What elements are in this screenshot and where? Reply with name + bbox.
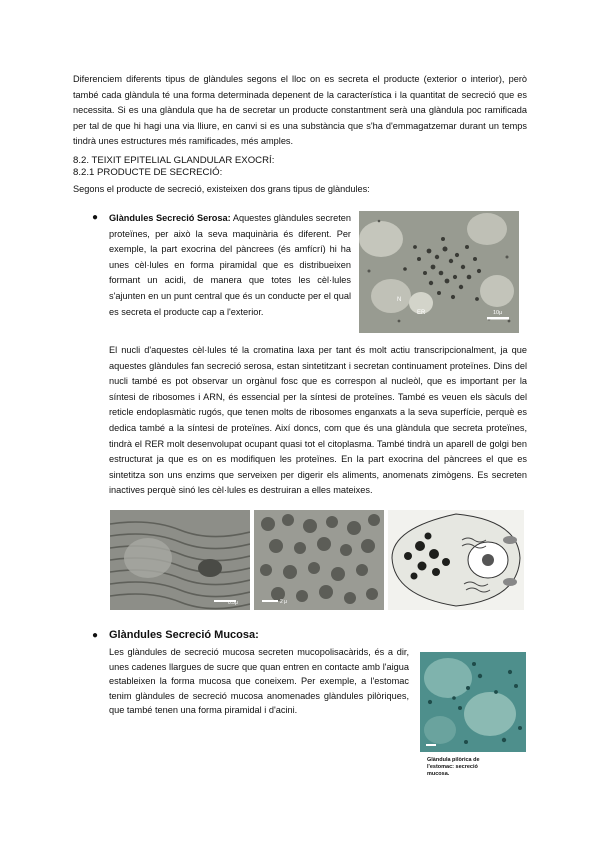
micro-scale-label: 10μ — [493, 310, 503, 316]
bullet-mucosa: ● — [92, 630, 99, 641]
serosa-title: Glàndules Secreció Serosa: — [109, 213, 231, 223]
intro-paragraph: Diferenciem diferents tipus de glàndules segons el lloc on es secreta el producte (exterior o interior), però també cada glàndula té una forma determinada depenent de la característica i la quantitat de secreció que es necessita. Si es una glàndula que ha de secretar un producte constantment serà una glàndula poc ramificada per tal de que hi hagi una via lliure, en canvi si es una substància que s'ha d'emmagatzemar durant un temps tindrà unes estructures més ramificades, més amples. — [73, 74, 527, 147]
mucosa-paragraph: Les glàndules de secreció mucosa secreten mucopolisacàrids, és a dir, unes cadenes llargues de sucre que quan entren en contacte amb l'aigua estableixen la forma mucosa que coneixem. Per exemple, a l'estomac tenim glàndules de secreció mucosa anomenades glàndules pilòriques, que també tenen una forma piramidal i d'acini. — [109, 647, 409, 716]
micrograph-granules — [254, 510, 384, 610]
bullet-serosa: ● — [92, 212, 99, 223]
serosa-paragraph: El nucli d'aquestes cèl·lules té la cromatina laxa per tant és molt actiu transcripcionalment, ja que aquestes glàndules fan secreció serosa, estan sintetitzant i secretan continuament proteïnes. Dins del nucli també es pot observar un orgànul fosc que es correspon al nucleòl, que es important per la síntesi de ribosomes i ARN, és essencial per la síntesi de proteïnes. També es veuen els sàculs del reticle endoplasmàtic rugós, que tenen molts de ribosomes enganxats a la seva superfície, perquè es dedica també a la síntesi de proteïnes. Així doncs, com que és una glàndula que secreta proteïnes, tindrà el RER molt desenvolupat ocupant quasi tot el citoplasma. També tindrà un aparell de golgi ben estructurat ja que es on es modifiquen les proteïnes. En la part exocrina del pàncrees el que es sintetitza son uns enzims que serveixen per digerir els aliments, anomenats zimògens. Es secreten inactives perquè sinó les cèl·lules es destruiran a elles mateixes. — [109, 345, 527, 496]
strip-scale-label-2: 2 μ — [280, 599, 288, 605]
micrograph-rer — [110, 510, 250, 610]
micro-label-n: N — [397, 297, 402, 303]
serosa-micrograph — [359, 211, 519, 333]
serosa-intro — [109, 211, 351, 320]
strip-scale-label-1: 0.5μ — [228, 600, 238, 606]
serosa-intro-text: Aquestes glàndules secreten proteïnes, per això la seva maquinària és diferent. Per exemple, la part exocrina del pàncrees (és amfícrí) hi ha unes cèl·lules en forma piramidal que es distribueixen formant un acidi, de manera que totes les cèl·lules s'ajunten en un punt central que és un conducte per el qual es secreta el producte cap a l'exterior. — [109, 213, 351, 317]
micro-label-er: ER — [417, 310, 426, 316]
section-lead: Segons el producte de secreció, existeixen dos grans tipus de glàndules: — [73, 184, 370, 194]
mucosa-title: Glàndules Secreció Mucosa: — [109, 629, 259, 641]
section-heading-exocrine: 8.2. TEIXIT EPITELIAL GLANDULAR EXOCRÍ: — [73, 155, 275, 166]
subsection-heading-secretion: 8.2.1 PRODUCTE DE SECRECIÓ: — [73, 167, 223, 178]
pyloric-gland-caption: Glàndula pilòrica de l'estomac: secreció mucosa. — [427, 757, 480, 777]
diagram-acinar-cell — [388, 510, 524, 610]
pyloric-gland-micrograph — [420, 652, 526, 752]
